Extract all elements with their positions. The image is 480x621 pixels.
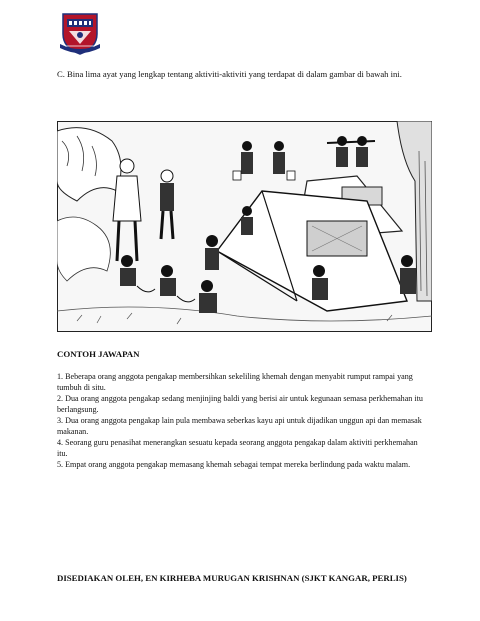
list-item-text: Dua orang anggota pengakap sedang menjinjing baldi yang berisi air untuk kegunaan semasa perkhemahan itu berlangsung. [57,394,423,414]
list-item-text: Dua orang anggota pengakap lain pula membawa seberkas kayu api untuk dijadikan unggun api dan memasak makanan. [57,416,422,436]
list-item-text: Empat orang anggota pengakap memasang khemah sebagai tempat mereka berlindung pada waktu malam. [65,460,411,469]
answer-list [57,371,429,470]
list-item [57,415,429,437]
list-item-number: 2. [57,394,64,403]
list-item [57,437,429,459]
list-item [57,393,429,415]
list-item-number: 1. [57,372,64,381]
school-crest-icon [57,10,103,56]
scout-camp-illustration-icon [57,121,432,332]
author-footer: DISEDIAKAN OLEH, EN KIRHEBA MURUGAN KRISHNAN (SJKT KANGAR, PERLIS) [57,573,407,583]
list-item-number: 5. [57,460,64,469]
list-item-number: 3. [57,416,64,425]
list-item [57,459,429,470]
list-item-number: 4. [57,438,64,447]
list-item [57,371,429,393]
list-item-text: Beberapa orang anggota pengakap membersihkan sekeliling khemah dengan menyabit rumput rampai yang tumbuh di situ. [57,372,413,392]
list-item-text: Seorang guru penasihat menerangkan sesuatu kepada seorang anggota pengakap dalam aktiviti perkhemahan itu. [57,438,418,458]
answer-section-title: CONTOH JAWAPAN [57,349,140,359]
question-text: C. Bina lima ayat yang lengkap tentang aktiviti-aktiviti yang terdapat di dalam gambar di bawah ini. [57,69,402,79]
